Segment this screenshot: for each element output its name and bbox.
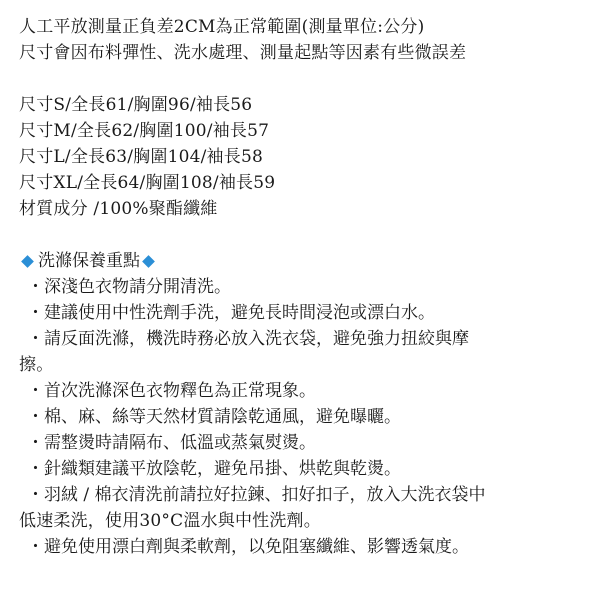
care-item: ・建議使用中性洗劑手洗，避免長時間浸泡或漂白水。 — [27, 303, 435, 323]
care-item: ・深淺色衣物請分開清洗。 — [27, 277, 231, 297]
product-spec-document — [19, 14, 589, 560]
care-item: ・首次洗滌深色衣物釋色為正常現象。 — [27, 381, 316, 401]
size-row-m: 尺寸M/全長62/胸圍100/袖長57 — [19, 121, 270, 141]
size-row-s: 尺寸S/全長61/胸圍96/袖長56 — [19, 95, 253, 115]
spacer — [19, 222, 589, 248]
care-item: ・避免使用漂白劑與柔軟劑，以免阻塞纖維、影響透氣度。 — [27, 537, 469, 557]
care-item-continuation: 低速柔洗，使用30°C溫水與中性洗劑。 — [19, 511, 321, 531]
material-composition: 材質成分 /100%聚酯纖維 — [19, 199, 218, 219]
care-item: ・棉、麻、絲等天然材質請陰乾通風，避免曝曬。 — [27, 407, 401, 427]
care-item: ・需整燙時請隔布、低溫或蒸氣熨燙。 — [27, 433, 316, 453]
care-item: ・請反面洗滌，機洗時務必放入洗衣袋，避免強力扭絞與摩 — [27, 329, 469, 349]
spacer — [19, 66, 589, 92]
diamond-icon — [21, 255, 34, 268]
care-heading-label: 洗滌保養重點 — [38, 251, 140, 271]
measurement-note-line-2: 尺寸會因布料彈性、洗水處理、測量起點等因素有些微誤差 — [19, 43, 467, 63]
care-item: ・羽絨 / 棉衣清洗前請拉好拉鍊、扣好扣子，放入大洗衣袋中 — [27, 485, 486, 505]
measurement-note-line-1: 人工平放測量正負差2CM為正常範圍(測量單位:公分) — [19, 17, 425, 37]
care-item: ・針織類建議平放陰乾，避免吊掛、烘乾與乾燙。 — [27, 459, 401, 479]
size-row-xl: 尺寸XL/全長64/胸圍108/袖長59 — [19, 173, 276, 193]
size-row-l: 尺寸L/全長63/胸圍104/袖長58 — [19, 147, 263, 167]
diamond-icon — [142, 255, 155, 268]
care-heading — [19, 248, 589, 274]
care-item-continuation: 擦。 — [19, 355, 54, 375]
